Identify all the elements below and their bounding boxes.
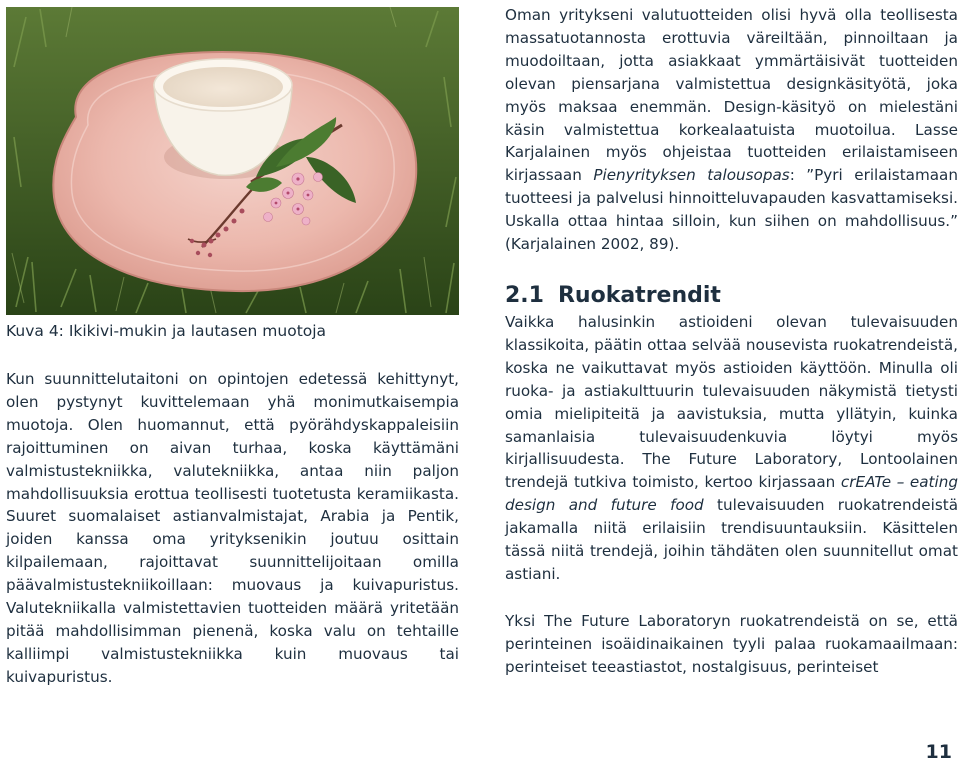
section-title: Ruokatrendit <box>557 283 721 308</box>
body-paragraph-right-bottom: Yksi The Future Laboratoryn ruokatrendeistä on se, että perinteinen isoäidinaikainen tyyli palaa ruokamaailmaan: perinteiset teeastiastot, nostalgisuus, perinteiset <box>505 612 958 676</box>
body-paragraph-right-mid <box>505 311 958 586</box>
text-segment: Oman yritykseni valutuotteiden olisi hyvä olla teollisesta massatuotannosta erottuvia väreiltään, pinnoiltaan ja muodoiltaan, jotta asiakkaat ymmärtäisivät tuotteiden olevan piensarjana valmistettua designkäsityötä, joka myös maksaa enemmän. Design-käsityö on mielestäni käsin valmistettua korkealaatuista muotoilua. Lasse Karjalainen myös ohjeistaa tuotteiden erilaistamiseen kirjassaan <box>505 6 958 185</box>
plate-and-cup-photo <box>6 7 459 315</box>
figure-caption: Kuva 4: Ikikivi-mukin ja lautasen muotoja <box>6 322 327 340</box>
book-title: Pienyrityksen talousopas <box>593 166 790 185</box>
section-number: 2.1 <box>505 283 544 308</box>
body-paragraph-right-top <box>505 4 958 256</box>
section-heading <box>505 282 958 310</box>
text-segment: : ”Pyri erilaistamaan tuotteesi ja palvelusi hinnoitteluvapauden kasvattamiseksi. Uskalla ottaa hintaa silloin, kun siihen on mahdollisuus.” (Karjalainen 2002, 89). <box>505 166 958 254</box>
body-paragraph-left: Kun suunnittelutaitoni on opintojen edetessä kehittynyt, olen pystynyt kuvittelemaan yhä monimutkaisempia muotoja. Olen huomannut, että pyörähdyskappaleisiin rajoittuminen on aivan turhaa, koska käyttämäni valmistustekniikka, valutekniikka, antaa niin paljon mahdollisuuksia erottua teollisesti tuotetusta keramiikasta. Suuret suomalaiset astianvalmistajat, Arabia ja Pentik, joiden kanssa oma yrityksenikin joutuu osittain kilpailemaan, rajoittavat suunnittelijoitaan omilla päävalmistustekniikoillaan: muovaus ja kuivapuristus. Valutekniikalla valmistettavien tuotteiden määrä yritetään pitää mahdollisimman pienenä, koska valu on tehtaille kalliimpi valmistustekniikka kuin muovaus tai kuivapuristus. <box>6 370 459 686</box>
page-number: 11 <box>925 741 952 763</box>
text-segment: tulevaisuuden ruokatrendeistä jakamalla niitä erilaisiin trendisuuntauksiin. Käsittelen tässä niitä trendejä, joihin tähdäten olen suunnitellut omat astiani. <box>505 496 959 583</box>
text-segment: Vaikka halusinkin astioideni olevan tulevaisuuden klassikoita, päätin ottaa selvää nousevista ruokatrendeistä, koska ne vaikuttavat myös astioiden käyttöön. Minulla oli ruoka- ja astiakulttuurin tulevaisuuden näkymistä tietysti omia mielipiteitä ja aavistuksia, mutta yllätyin, kuinka samanlaisia tulevaisuudenkuvia löytyi myös kirjallisuudesta. The Future Laboratory, Lontoolainen trendejä tutkiva toimisto, kertoo kirjassaan <box>505 313 958 492</box>
book-title: crEATe – eating design and future food <box>505 473 958 515</box>
